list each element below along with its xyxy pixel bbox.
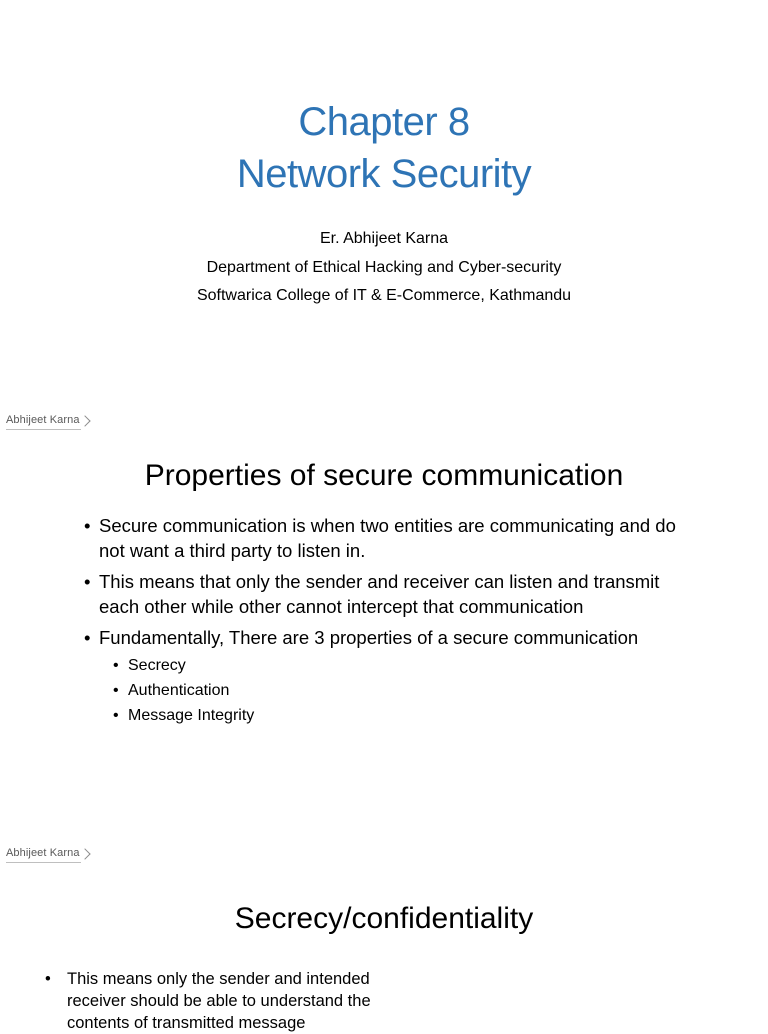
sub-list-item: • Message Integrity: [113, 703, 694, 728]
bullet-icon: •: [84, 627, 91, 648]
list-item: • This means only the sender and intended receiver should be able to understand the contents of transmitted message: [45, 970, 371, 1032]
list-item: • Fundamentally, There are 3 properties of a secure communication • Secrecy • Authentication • Message Integrity: [84, 626, 694, 728]
college-name: Softwarica College of IT & E-Commerce, Kathmandu: [196, 287, 572, 304]
bullet-icon: •: [113, 706, 119, 724]
sub-list-item: • Authentication: [113, 678, 694, 703]
author-badge: [6, 844, 89, 862]
bullet-icon: •: [84, 515, 91, 536]
list-item: • Secure communication is when two entities are communicating and do not want a third party to listen in.: [84, 515, 676, 561]
author-badge-text: Abhijeet Karna: [6, 414, 80, 426]
badge-underline: [6, 862, 81, 863]
department-name: Department of Ethical Hacking and Cyber-security: [206, 259, 562, 276]
chapter-subtitle: Network Security: [236, 152, 532, 196]
slide-title: Secrecy/confidentiality: [234, 902, 534, 935]
bullet-list: [45, 968, 405, 1034]
badge-underline: [6, 429, 81, 430]
author-name: Er. Abhijeet Karna: [319, 230, 449, 247]
bullet-icon: •: [45, 970, 51, 988]
author-badge-text: Abhijeet Karna: [6, 847, 80, 859]
chevron-right-icon: [79, 415, 90, 426]
bullet-icon: •: [84, 571, 91, 592]
bullet-icon: •: [113, 656, 119, 674]
sub-bullet-list: [99, 653, 694, 728]
chapter-title: Chapter 8: [298, 100, 470, 144]
sub-list-item: • Secrecy: [113, 653, 694, 678]
list-item: • This means that only the sender and receiver can listen and transmit each other while other cannot intercept that communication: [84, 571, 660, 617]
bullet-icon: •: [113, 681, 119, 699]
author-badge: [6, 411, 89, 429]
bullet-list: [84, 514, 694, 735]
slide-title: Properties of secure communication: [144, 459, 624, 492]
chevron-right-icon: [79, 848, 90, 859]
